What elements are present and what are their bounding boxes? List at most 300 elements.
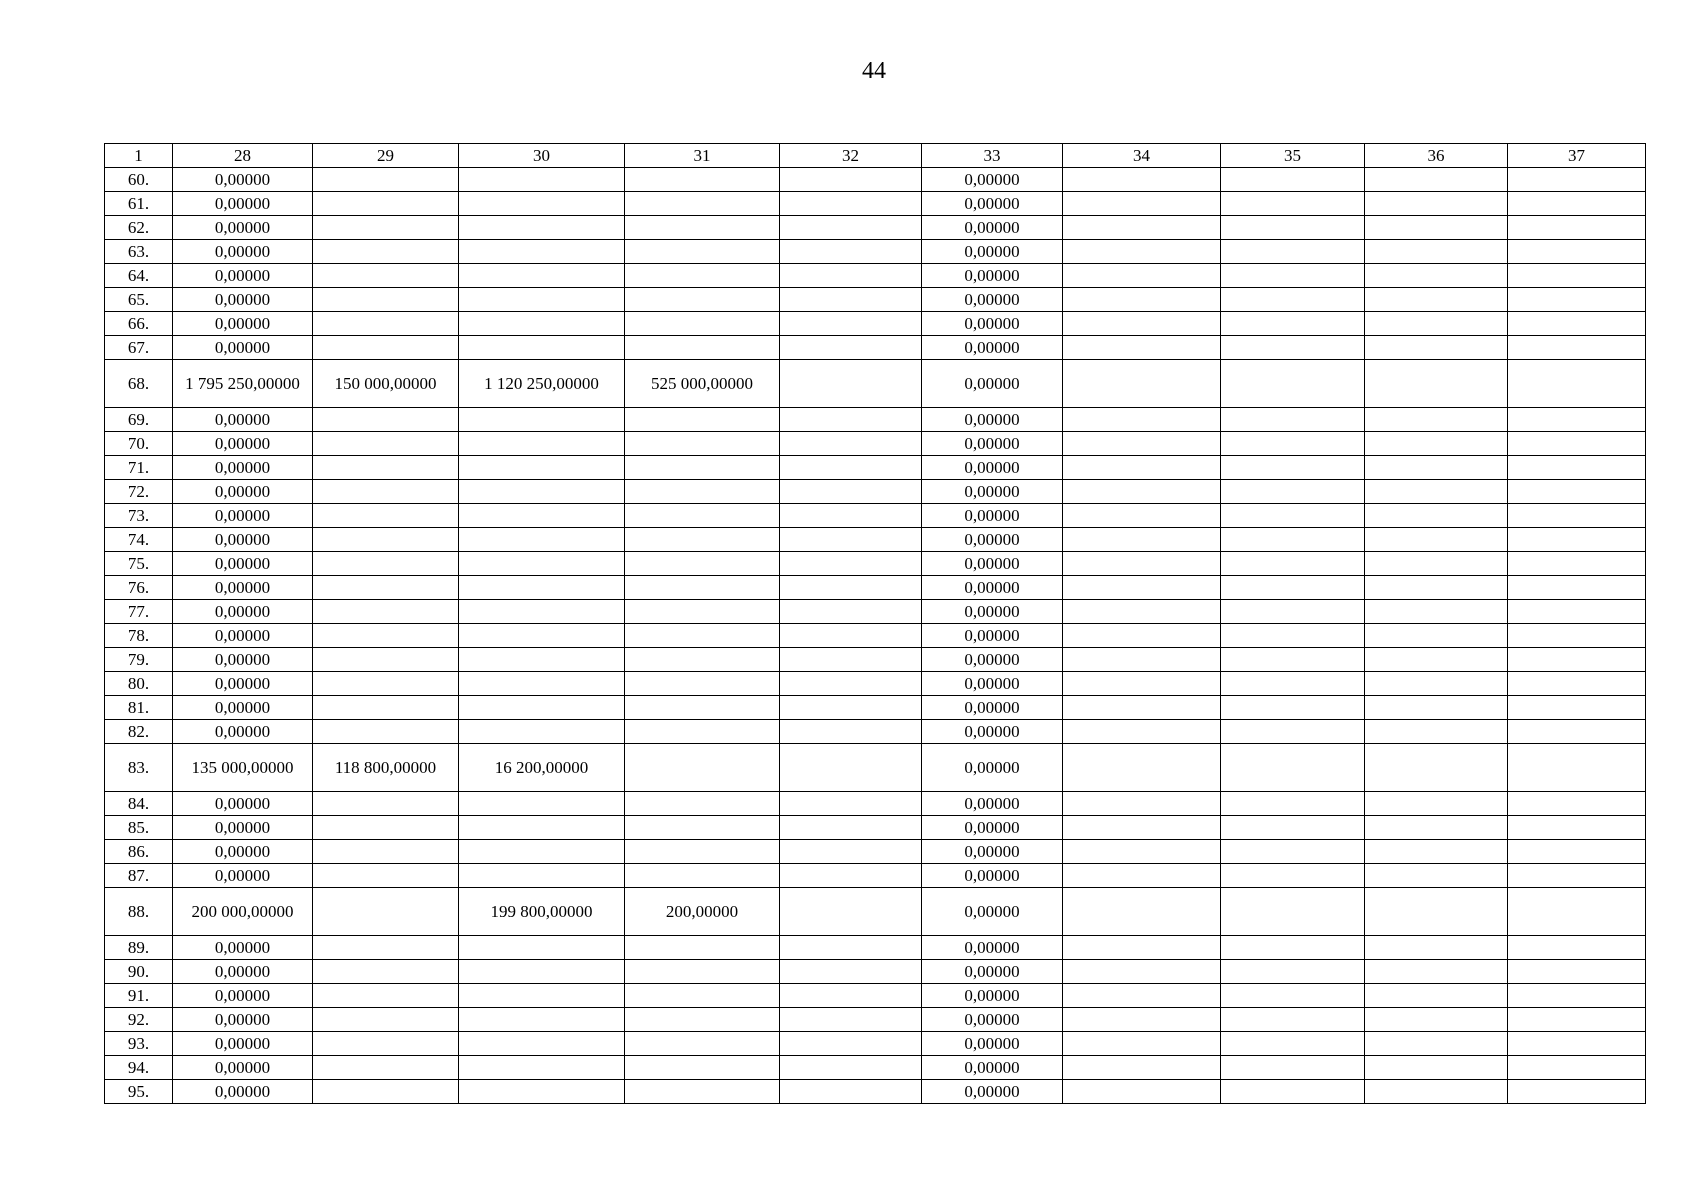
row-number-cell: 73.	[105, 504, 173, 528]
table-cell: 16 200,00000	[459, 744, 625, 792]
table-cell: 0,00000	[922, 624, 1063, 648]
table-cell	[780, 360, 922, 408]
table-cell	[1063, 960, 1221, 984]
table-cell	[1063, 1032, 1221, 1056]
table-cell: 0,00000	[922, 240, 1063, 264]
table-cell	[625, 480, 780, 504]
table-cell	[1365, 960, 1508, 984]
table-cell	[1063, 744, 1221, 792]
table-cell	[780, 936, 922, 960]
table-cell	[1365, 1032, 1508, 1056]
table-cell: 0,00000	[173, 648, 313, 672]
table-cell: 0,00000	[173, 168, 313, 192]
table-cell: 0,00000	[922, 984, 1063, 1008]
table-cell	[1221, 720, 1365, 744]
table-cell	[1508, 936, 1646, 960]
row-number-cell: 62.	[105, 216, 173, 240]
table-cell: 200,00000	[625, 888, 780, 936]
table-cell	[459, 960, 625, 984]
table-cell	[1365, 672, 1508, 696]
table-cell	[1221, 408, 1365, 432]
table-cell	[459, 648, 625, 672]
table-cell	[1508, 504, 1646, 528]
row-number-cell: 94.	[105, 1056, 173, 1080]
table-cell	[1508, 336, 1646, 360]
table-cell	[1508, 792, 1646, 816]
table-cell	[1063, 168, 1221, 192]
table-cell	[1508, 1056, 1646, 1080]
table-cell	[1221, 168, 1365, 192]
table-cell	[1365, 288, 1508, 312]
table-row	[105, 744, 1646, 792]
column-header: 32	[780, 144, 922, 168]
table-row	[105, 888, 1646, 936]
table-cell	[1063, 600, 1221, 624]
table-cell	[459, 840, 625, 864]
table-cell	[459, 528, 625, 552]
table-cell	[780, 264, 922, 288]
table-cell	[1063, 840, 1221, 864]
table-cell	[459, 576, 625, 600]
table-cell	[1365, 816, 1508, 840]
table-cell: 1 120 250,00000	[459, 360, 625, 408]
table-cell: 0,00000	[173, 792, 313, 816]
table-cell	[780, 984, 922, 1008]
table-cell: 0,00000	[922, 1032, 1063, 1056]
table-cell	[313, 1032, 459, 1056]
table-cell	[313, 264, 459, 288]
table-cell: 0,00000	[173, 432, 313, 456]
table-cell	[1063, 672, 1221, 696]
table-cell	[459, 216, 625, 240]
table-cell	[780, 336, 922, 360]
table-cell	[625, 576, 780, 600]
table-cell	[1365, 648, 1508, 672]
table-cell	[625, 240, 780, 264]
table-cell	[313, 552, 459, 576]
table-cell: 0,00000	[173, 504, 313, 528]
table-cell: 0,00000	[173, 288, 313, 312]
table-row	[105, 792, 1646, 816]
table-cell	[313, 984, 459, 1008]
table-cell	[780, 192, 922, 216]
table-cell	[313, 312, 459, 336]
table-cell	[1221, 1032, 1365, 1056]
table-cell	[780, 720, 922, 744]
table-cell	[1508, 1008, 1646, 1032]
table-cell: 200 000,00000	[173, 888, 313, 936]
table-cell	[313, 864, 459, 888]
data-table	[104, 143, 1646, 1104]
table-cell: 0,00000	[173, 192, 313, 216]
table-cell	[1221, 528, 1365, 552]
table-cell	[625, 456, 780, 480]
table-cell	[780, 840, 922, 864]
table-cell	[780, 864, 922, 888]
table-cell	[1365, 408, 1508, 432]
table-row	[105, 576, 1646, 600]
column-header: 31	[625, 144, 780, 168]
table-cell	[459, 240, 625, 264]
table-cell	[1221, 1080, 1365, 1104]
table-row	[105, 720, 1646, 744]
table-cell: 0,00000	[173, 552, 313, 576]
table-cell	[1365, 624, 1508, 648]
table-cell	[1221, 1056, 1365, 1080]
table-row	[105, 504, 1646, 528]
table-cell	[459, 600, 625, 624]
table-cell	[1365, 456, 1508, 480]
table-cell	[459, 792, 625, 816]
row-number-cell: 66.	[105, 312, 173, 336]
table-cell	[459, 1008, 625, 1032]
table-cell	[1063, 432, 1221, 456]
table-cell: 0,00000	[173, 528, 313, 552]
table-row	[105, 552, 1646, 576]
column-header: 1	[105, 144, 173, 168]
table-cell	[313, 792, 459, 816]
table-cell: 0,00000	[922, 216, 1063, 240]
table-cell	[313, 1080, 459, 1104]
table-cell	[625, 672, 780, 696]
table-cell	[1508, 216, 1646, 240]
table-cell	[780, 216, 922, 240]
table-cell	[625, 696, 780, 720]
table-cell	[313, 576, 459, 600]
row-number-cell: 72.	[105, 480, 173, 504]
table-cell	[313, 216, 459, 240]
table-cell	[625, 960, 780, 984]
table-cell	[459, 408, 625, 432]
table-cell	[625, 288, 780, 312]
table-cell	[1063, 312, 1221, 336]
row-number-cell: 80.	[105, 672, 173, 696]
row-number-cell: 85.	[105, 816, 173, 840]
table-cell: 0,00000	[173, 1032, 313, 1056]
table-row	[105, 696, 1646, 720]
table-cell	[625, 408, 780, 432]
table-cell	[780, 312, 922, 336]
table-cell	[1063, 504, 1221, 528]
table-cell	[625, 552, 780, 576]
table-cell	[313, 456, 459, 480]
table-cell	[313, 1056, 459, 1080]
table-cell: 0,00000	[173, 312, 313, 336]
row-number-cell: 75.	[105, 552, 173, 576]
table-cell	[459, 456, 625, 480]
table-cell: 0,00000	[173, 720, 313, 744]
table-row	[105, 864, 1646, 888]
table-cell	[1508, 552, 1646, 576]
table-cell	[1508, 840, 1646, 864]
table-cell: 0,00000	[173, 984, 313, 1008]
table-cell	[1221, 672, 1365, 696]
table-cell	[1508, 720, 1646, 744]
table-cell	[780, 672, 922, 696]
table-cell	[625, 840, 780, 864]
table-cell	[1365, 744, 1508, 792]
row-number-cell: 88.	[105, 888, 173, 936]
table-cell	[1365, 576, 1508, 600]
table-cell	[459, 720, 625, 744]
table-cell: 0,00000	[922, 888, 1063, 936]
row-number-cell: 65.	[105, 288, 173, 312]
table-cell	[313, 408, 459, 432]
table-cell	[313, 504, 459, 528]
table-cell: 0,00000	[173, 816, 313, 840]
table-cell	[1508, 288, 1646, 312]
table-cell	[1508, 360, 1646, 408]
table-cell	[625, 312, 780, 336]
table-cell	[1063, 336, 1221, 360]
table-cell	[1221, 1008, 1365, 1032]
table-body	[105, 144, 1646, 1104]
table-cell: 0,00000	[922, 528, 1063, 552]
table-cell	[625, 216, 780, 240]
table-cell	[1063, 288, 1221, 312]
table-row	[105, 408, 1646, 432]
table-cell	[313, 648, 459, 672]
table-cell	[1508, 816, 1646, 840]
table-cell: 0,00000	[173, 696, 313, 720]
table-cell	[1221, 456, 1365, 480]
table-cell: 0,00000	[922, 1008, 1063, 1032]
table-cell	[1063, 1008, 1221, 1032]
table-cell	[1508, 480, 1646, 504]
table-cell	[1508, 744, 1646, 792]
table-cell	[1508, 168, 1646, 192]
table-cell	[313, 600, 459, 624]
table-row	[105, 312, 1646, 336]
table-cell	[780, 528, 922, 552]
table-cell: 0,00000	[173, 264, 313, 288]
table-cell	[625, 816, 780, 840]
table-cell	[459, 552, 625, 576]
table-cell	[1365, 720, 1508, 744]
table-cell	[1221, 240, 1365, 264]
table-cell: 0,00000	[173, 216, 313, 240]
column-header: 30	[459, 144, 625, 168]
table-cell: 0,00000	[922, 360, 1063, 408]
table-cell: 0,00000	[922, 744, 1063, 792]
table-cell	[1063, 480, 1221, 504]
table-cell: 0,00000	[922, 864, 1063, 888]
table-cell: 0,00000	[173, 960, 313, 984]
row-number-cell: 95.	[105, 1080, 173, 1104]
table-cell	[1365, 984, 1508, 1008]
table-cell	[1063, 984, 1221, 1008]
table-cell	[625, 1080, 780, 1104]
table-cell	[1221, 960, 1365, 984]
table-cell	[1508, 576, 1646, 600]
table-cell	[625, 720, 780, 744]
table-cell: 0,00000	[922, 192, 1063, 216]
table-cell	[1365, 168, 1508, 192]
row-number-cell: 83.	[105, 744, 173, 792]
table-cell	[625, 744, 780, 792]
table-cell	[313, 528, 459, 552]
table-cell	[1508, 432, 1646, 456]
table-cell: 0,00000	[922, 504, 1063, 528]
table-cell	[459, 168, 625, 192]
table-cell	[1063, 408, 1221, 432]
table-cell	[1508, 984, 1646, 1008]
table-cell: 0,00000	[922, 576, 1063, 600]
table-cell: 0,00000	[922, 720, 1063, 744]
table-cell	[1063, 216, 1221, 240]
table-cell	[1063, 552, 1221, 576]
table-cell	[1221, 744, 1365, 792]
row-number-cell: 71.	[105, 456, 173, 480]
table-cell	[1508, 960, 1646, 984]
table-row	[105, 360, 1646, 408]
table-cell	[1221, 216, 1365, 240]
table-cell	[1508, 408, 1646, 432]
row-number-cell: 89.	[105, 936, 173, 960]
table-cell	[780, 480, 922, 504]
table-cell	[1063, 528, 1221, 552]
table-cell: 0,00000	[922, 696, 1063, 720]
table-cell	[1063, 360, 1221, 408]
table-row	[105, 456, 1646, 480]
table-cell: 0,00000	[173, 1008, 313, 1032]
table-cell	[1221, 360, 1365, 408]
table-cell	[780, 168, 922, 192]
table-cell	[1508, 600, 1646, 624]
table-cell	[1508, 1080, 1646, 1104]
table-cell: 150 000,00000	[313, 360, 459, 408]
table-row	[105, 1056, 1646, 1080]
table-cell	[1365, 600, 1508, 624]
row-number-cell: 91.	[105, 984, 173, 1008]
table-cell	[1063, 816, 1221, 840]
table-cell	[780, 288, 922, 312]
column-header: 28	[173, 144, 313, 168]
table-cell: 0,00000	[922, 648, 1063, 672]
row-number-cell: 74.	[105, 528, 173, 552]
table-row	[105, 432, 1646, 456]
table-row	[105, 624, 1646, 648]
table-cell	[1365, 312, 1508, 336]
row-number-cell: 93.	[105, 1032, 173, 1056]
table-cell	[313, 936, 459, 960]
table-cell	[459, 480, 625, 504]
table-cell	[1221, 288, 1365, 312]
table-cell	[1365, 336, 1508, 360]
table-cell	[625, 336, 780, 360]
table-cell: 0,00000	[922, 1080, 1063, 1104]
table-cell	[1365, 552, 1508, 576]
table-cell	[1508, 624, 1646, 648]
column-header: 29	[313, 144, 459, 168]
table-cell	[1063, 720, 1221, 744]
table-cell	[625, 864, 780, 888]
table-cell	[780, 408, 922, 432]
table-cell: 0,00000	[922, 960, 1063, 984]
table-cell: 0,00000	[173, 1056, 313, 1080]
table-cell	[1063, 696, 1221, 720]
table-cell	[1508, 696, 1646, 720]
table-header-row	[105, 144, 1646, 168]
table-row	[105, 480, 1646, 504]
table-cell	[1508, 648, 1646, 672]
table-cell: 0,00000	[922, 840, 1063, 864]
table-cell	[780, 240, 922, 264]
row-number-cell: 92.	[105, 1008, 173, 1032]
table-cell: 0,00000	[922, 288, 1063, 312]
table-row	[105, 240, 1646, 264]
table-cell	[1221, 984, 1365, 1008]
table-row	[105, 168, 1646, 192]
table-cell: 0,00000	[173, 840, 313, 864]
table-cell	[625, 1056, 780, 1080]
table-cell	[1221, 624, 1365, 648]
table-cell: 0,00000	[922, 1056, 1063, 1080]
table-cell	[625, 168, 780, 192]
table-cell	[780, 552, 922, 576]
table-cell	[1063, 456, 1221, 480]
row-number-cell: 79.	[105, 648, 173, 672]
table-cell: 0,00000	[922, 600, 1063, 624]
table-cell	[1508, 456, 1646, 480]
table-cell	[1508, 1032, 1646, 1056]
row-number-cell: 67.	[105, 336, 173, 360]
table-cell	[1221, 648, 1365, 672]
table-cell	[1063, 264, 1221, 288]
table-cell	[313, 696, 459, 720]
table-cell	[1221, 192, 1365, 216]
table-cell	[625, 936, 780, 960]
table-cell	[313, 288, 459, 312]
table-cell	[459, 504, 625, 528]
table-cell	[1221, 312, 1365, 336]
table-cell	[625, 984, 780, 1008]
table-cell	[313, 840, 459, 864]
table-cell: 0,00000	[173, 672, 313, 696]
column-header: 36	[1365, 144, 1508, 168]
table-cell	[1365, 696, 1508, 720]
table-cell	[459, 264, 625, 288]
table-cell	[313, 168, 459, 192]
table-cell: 0,00000	[922, 816, 1063, 840]
table-cell	[1508, 312, 1646, 336]
table-cell	[1508, 264, 1646, 288]
table-cell	[459, 192, 625, 216]
table-cell	[625, 192, 780, 216]
table-cell	[1365, 192, 1508, 216]
table-cell: 0,00000	[922, 792, 1063, 816]
table-cell: 0,00000	[922, 408, 1063, 432]
table-cell	[780, 1008, 922, 1032]
table-cell	[1508, 864, 1646, 888]
table-cell	[1365, 792, 1508, 816]
table-cell	[313, 480, 459, 504]
table-cell	[780, 576, 922, 600]
row-number-cell: 68.	[105, 360, 173, 408]
table-cell	[459, 312, 625, 336]
table-cell	[780, 1080, 922, 1104]
row-number-cell: 81.	[105, 696, 173, 720]
table-cell	[1221, 600, 1365, 624]
table-cell: 0,00000	[922, 936, 1063, 960]
table-cell	[459, 432, 625, 456]
table-cell: 0,00000	[922, 336, 1063, 360]
table-cell	[459, 1056, 625, 1080]
row-number-cell: 70.	[105, 432, 173, 456]
table-row	[105, 1032, 1646, 1056]
table-cell: 0,00000	[173, 936, 313, 960]
table-cell	[1063, 1056, 1221, 1080]
